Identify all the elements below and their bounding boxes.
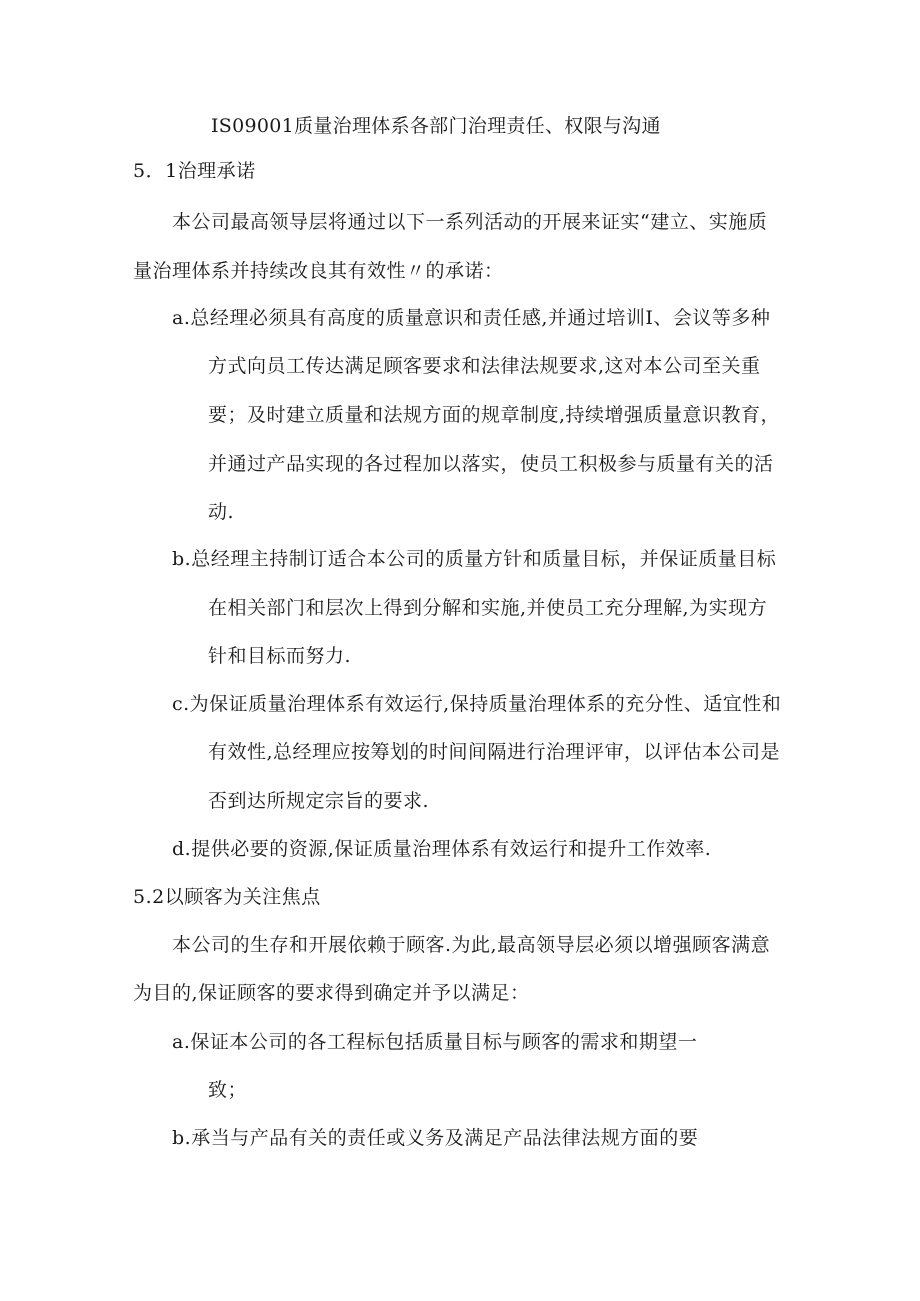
document-title: IS09001质量治理体系各部门治理责任、权限与沟通	[211, 115, 661, 137]
list-item-line: c.为保证质量治理体系有效运行,保持质量治理体系的充分性、适宜性和	[172, 693, 782, 715]
section-heading: 5．1治理承诺	[133, 160, 256, 182]
paragraph-line: 量治理体系并持续改良其有效性〃的承诺：	[133, 260, 504, 282]
list-item-line: 否到达所规定宗旨的要求.	[208, 790, 430, 812]
list-item-line: 要；及时建立质量和法规方面的规章制度,持续增强质量意识教育，	[208, 404, 781, 426]
list-item-line: 动.	[208, 501, 235, 523]
list-item-line: a.总经理必须具有高度的质量意识和责任感,并通过培训I、会议等多种	[172, 307, 771, 329]
list-item-line: 致；	[208, 1079, 248, 1101]
list-item-line: b.承当与产品有关的责任或义务及满足产品法律法规方面的要	[172, 1127, 699, 1149]
list-item-line: d.提供必要的资源,保证质量治理体系有效运行和提升工作效率.	[172, 838, 712, 860]
section-heading: 5.2以顾客为关注焦点	[133, 886, 321, 908]
list-item-line: 方式向员工传达满足顾客要求和法律法规要求,这对本公司至关重	[208, 355, 761, 377]
list-item-line: b.总经理主持制订适合本公司的质量方针和质量目标，并保证质量目标	[172, 548, 777, 570]
list-item-line: 针和目标而努力.	[208, 645, 352, 667]
list-item-line: 在相关部门和层次上得到分解和实施,并使员工充分理解,为实现方	[208, 597, 768, 619]
paragraph-line: 为目的,保证顾客的要求得到确定并予以满足：	[133, 982, 530, 1004]
paragraph-line: 本公司的生存和开展依赖于顾客.为此,最高领导层必须以增强顾客满意	[172, 934, 771, 956]
list-item-line: a.保证本公司的各工程标包括质量目标与顾客的需求和期望一	[172, 1031, 698, 1053]
paragraph-line: 本公司最高领导层将通过以下一系列活动的开展来证实“建立、实施质	[172, 211, 768, 233]
list-item-line: 有效性,总经理应按筹划的时间间隔进行治理评审，以评估本公司是	[208, 741, 781, 763]
list-item-line: 并通过产品实现的各过程加以落实，使员工积极参与质量有关的活	[208, 453, 774, 475]
